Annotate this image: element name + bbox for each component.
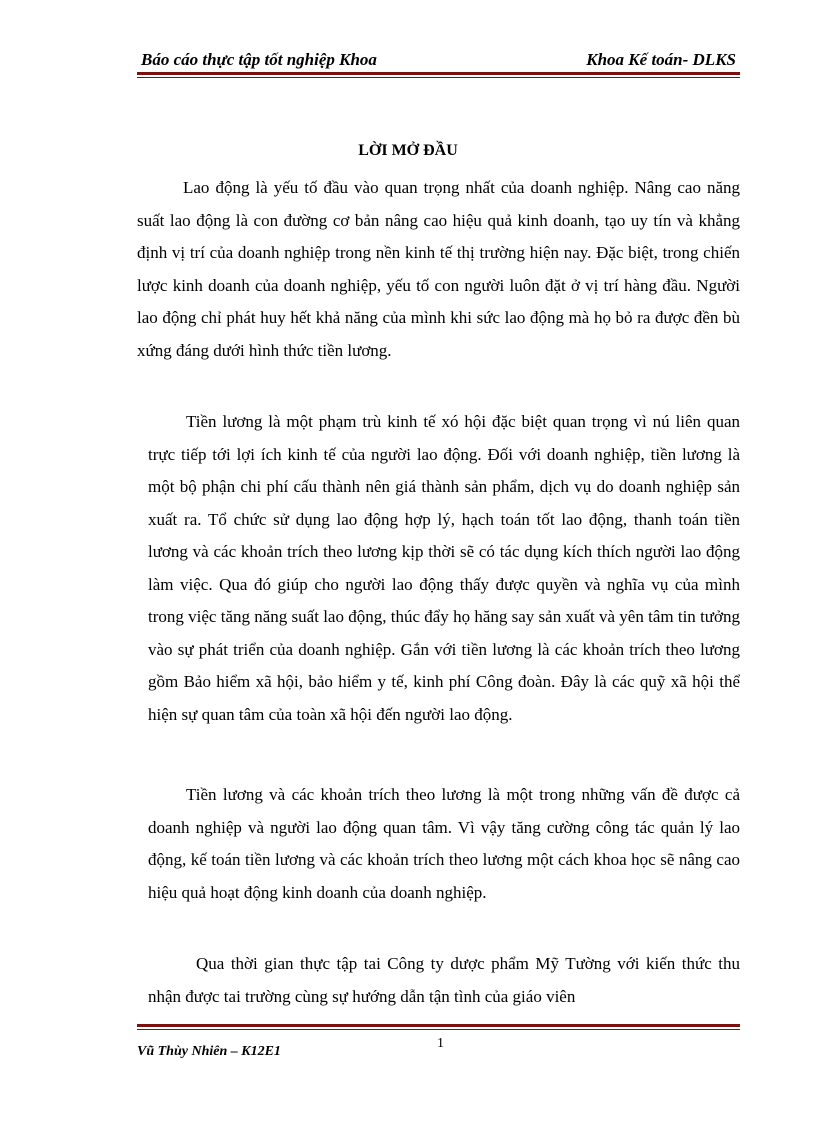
paragraph-2: Tiền lương là một phạm trù kinh tế xó hội đặc biệt quan trọng vì nú liên quan trực tiếp tới lợi ích kinh tế của người lao động. Đối với doanh nghiệp, tiền lương là một bộ phận chi phí cấu thành nên giá thành sản phẩm, dịch vụ do doanh nghiệp sản xuất ra. Tổ chức sử dụng lao động hợp lý, hạch toán tốt lao động, thanh toán tiền lương và các khoản trích theo lương kịp thời sẽ có tác dụng kích thích người lao động làm việc. Qua đó giúp cho người lao động thấy được quyền và nghĩa vụ của mình trong việc tăng năng suất lao động, thúc đẩy họ hăng say sản xuất và yên tâm tin tưởng vào sự phát triển của doanh nghiệp. Gắn với tiền lương là các khoản trích theo lương gồm Bảo hiểm xã hội, bảo hiểm y tế, kinh phí Công đoàn. Đây là các quỹ xã hội thể hiện sự quan tâm của toàn xã hội đến người lao động. bbox=[148, 412, 740, 724]
header-rule-thick bbox=[137, 72, 740, 75]
header-department: Khoa Kế toán- DLKS bbox=[586, 50, 736, 69]
footer-rule-thin bbox=[137, 1029, 740, 1030]
page-header bbox=[137, 50, 740, 72]
header-rule-thin bbox=[137, 77, 740, 78]
paragraph-4: Qua thời gian thực tập tai Công ty dược phẩm Mỹ Tường với kiến thức thu nhận được tai trường cùng sự hướng dẫn tận tình của giáo viên bbox=[148, 954, 740, 1006]
footer-author: Vũ Thùy Nhiên – K12E1 bbox=[137, 1044, 281, 1059]
paragraph-1: Lao động là yếu tố đầu vào quan trọng nhất của doanh nghiệp. Nâng cao năng suất lao động là con đường cơ bản nâng cao hiệu quả kinh doanh, tạo uy tín và khẳng định vị trí của doanh nghiệp trong nền kinh tế thị trường hiện nay. Đặc biệt, trong chiến lược kinh doanh của doanh nghiệp, yếu tố con người luôn đặt ở vị trí hàng đầu. Người lao động chỉ phát huy hết khả năng của mình khi sức lao động mà họ bỏ ra được đền bù xứng đáng dưới hình thức tiền lương. bbox=[137, 178, 740, 360]
footer-rule-thick bbox=[137, 1024, 740, 1027]
section-title: LỜI MỞ ĐẦU bbox=[358, 142, 458, 159]
header-report-title: Báo cáo thực tập tốt nghiệp Khoa bbox=[141, 50, 377, 69]
page-number: 1 bbox=[437, 1036, 444, 1051]
paragraph-3: Tiền lương và các khoản trích theo lương là một trong những vấn đề được cả doanh nghiệp và người lao động quan tâm. Vì vậy tăng cường công tác quản lý lao động, kế toán tiền lương và các khoản trích theo lương một cách khoa học sẽ nâng cao hiệu quả hoạt động kinh doanh của doanh nghiệp. bbox=[148, 785, 740, 902]
